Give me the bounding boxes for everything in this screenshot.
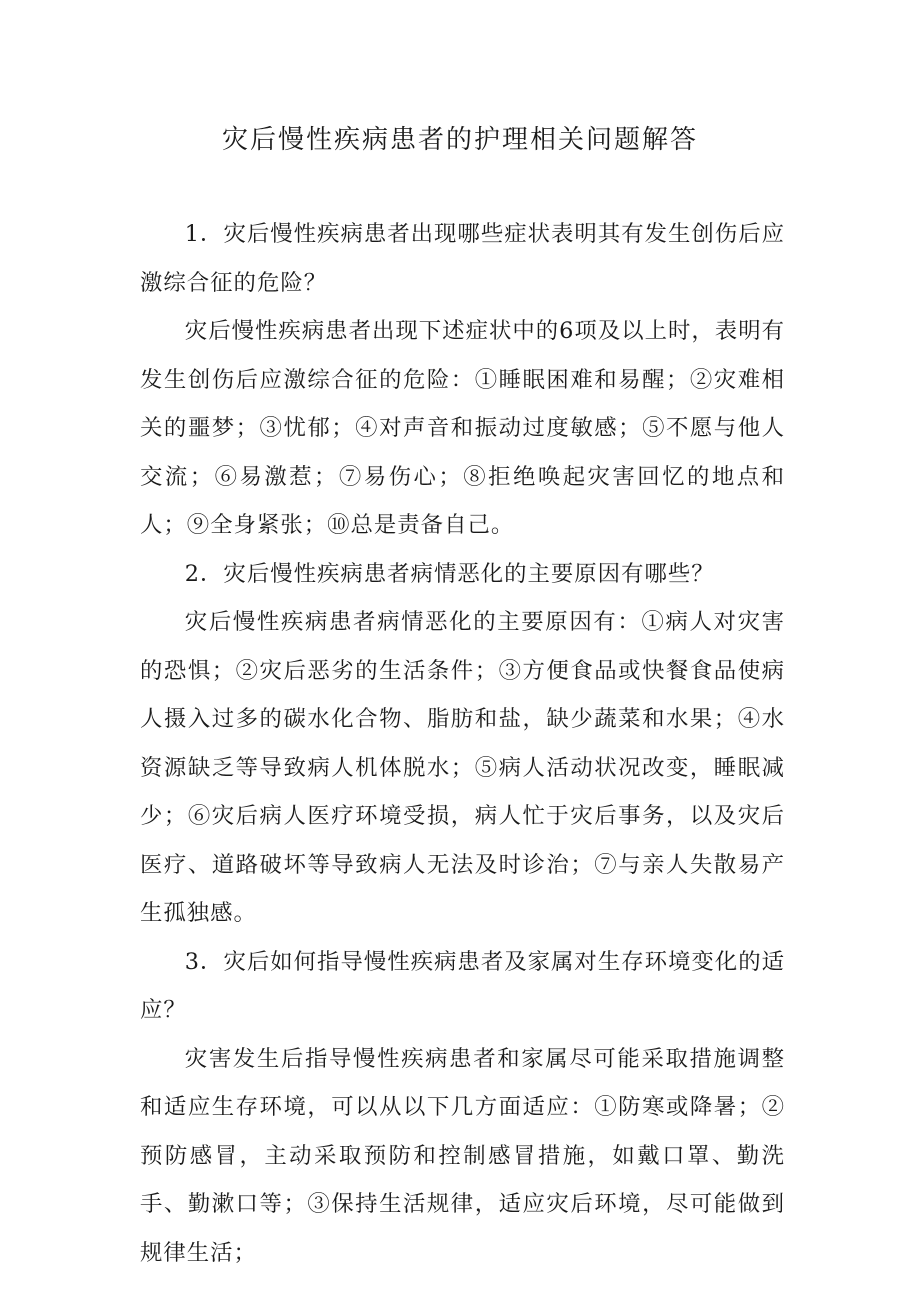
question-1: 1．灾后慢性疾病患者出现哪些症状表明其有发生创伤后应激综合征的危险？ [140,221,785,296]
answer-2: 灾后慢性疾病患者病情恶化的主要原因有：①病人对灾害的恐惧；②灾后恶劣的生活条件；③方便食品或快餐食品使病人摄入过多的碳水化合物、脂肪和盐，缺少蔬菜和水果；④水资源缺乏等导致病人机体脱水；⑤病人活动状况改变，睡眠减少；⑥灾后病人医疗环境受损，病人忙于灾后事务，以及灾后医疗、道路破坏等导致病人无法及时诊治；⑦与亲人失散易产生孤独感。 [140,609,785,926]
question-2: 2．灾后慢性疾病患者病情恶化的主要原因有哪些？ [184,560,715,587]
answer-1: 灾后慢性疾病患者出现下述症状中的6项及以上时，表明有发生创伤后应激综合征的危险：①睡眠困难和易醒；②灾难相关的噩梦；③忧郁；④对声音和振动过度敏感；⑤不愿与他人交流；⑥易激惹；⑦易伤心；⑧拒绝唤起灾害回忆的地点和人；⑨全身紧张；⑩总是责备自己。 [140,318,785,538]
document-body [140,210,785,1277]
document-title: 灾后慢性疾病患者的护理相关问题解答 [221,125,698,155]
question-3: 3．灾后如何指导慢性疾病患者及家属对生存环境变化的适应？ [140,948,785,1023]
answer-3: 灾害发生后指导慢性疾病患者和家属尽可能采取措施调整和适应生存环境，可以从以下几方面适应：①防寒或降暑；②预防感冒，主动采取预防和控制感冒措施，如戴口罩、勤洗手、勤漱口等；③保持生活规律，适应灾后环境，尽可能做到规律生活； [140,1045,785,1266]
